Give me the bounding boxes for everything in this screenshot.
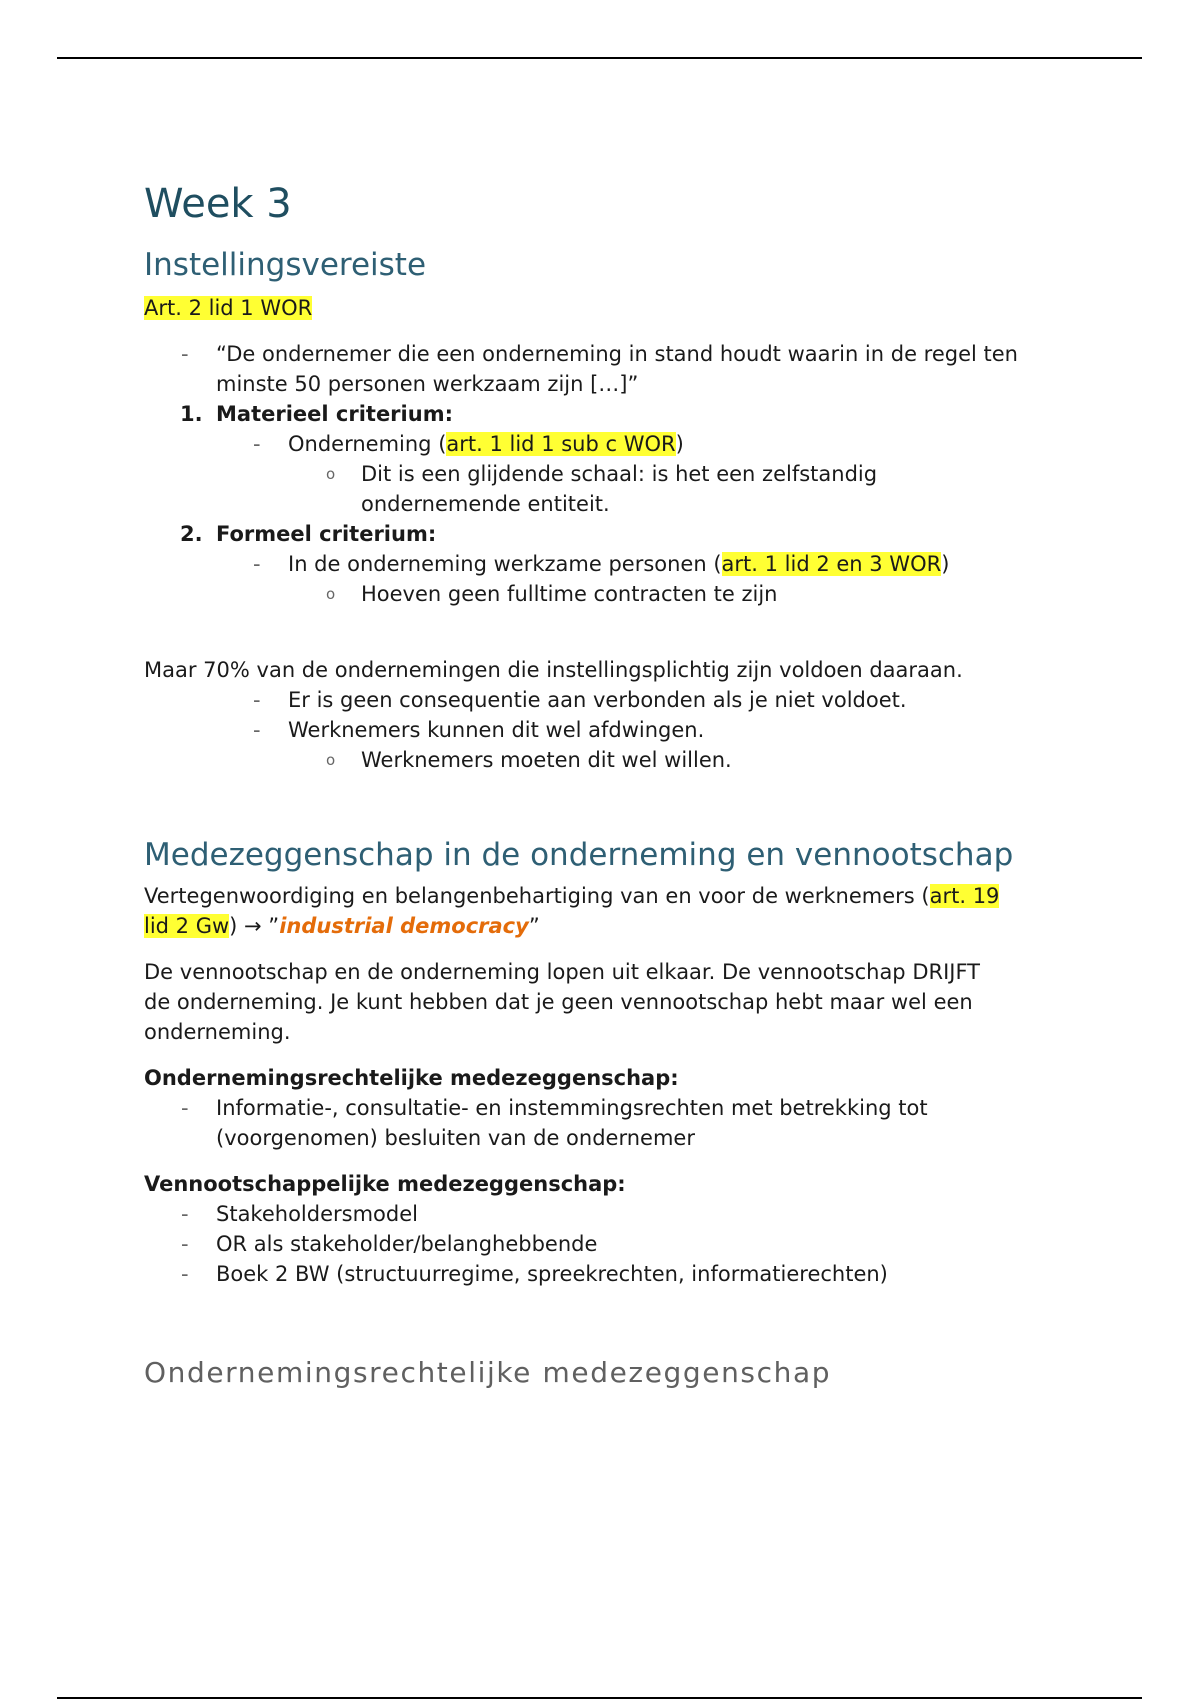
footer-rule (57, 1697, 1142, 1699)
dash-bullet: - (181, 342, 189, 366)
heading-medezeggenschap: Medezeggenschap in de onderneming en vennootschap (144, 837, 1014, 873)
list-item: - Er is geen consequentie aan verbonden als je niet voldoet. (144, 685, 1064, 715)
heading-instellingsvereiste: Instellingsvereiste (144, 247, 427, 283)
list-item: - In de onderneming werkzame personen (art. 1 lid 2 en 3 WOR) (144, 549, 1064, 579)
dash-bullet: - (181, 1232, 189, 1256)
article-reference: Art. 2 lid 1 WOR (144, 296, 313, 320)
circle-bullet: o (326, 585, 336, 603)
criterion-1: 1. Materieel criterium: (180, 402, 453, 426)
quote-text: “De ondernemer die een onderneming in stand houdt waarin in de regel ten minste 50 personen werkzaam zijn […]” (216, 342, 1018, 396)
dash-bullet: - (253, 552, 261, 576)
list-item: - Boek 2 BW (structuurregime, spreekrechten, informatierechten) (144, 1259, 1064, 1289)
dash-bullet: - (181, 1262, 189, 1286)
dash-bullet: - (253, 718, 261, 742)
criterion-2: 2. Formeel criterium: (180, 522, 437, 546)
list-item: - OR als stakeholder/belanghebbende (144, 1229, 1064, 1259)
dash-bullet: - (181, 1096, 189, 1120)
dash-bullet: - (181, 1202, 189, 1226)
list-item (144, 339, 1064, 399)
list-item: - Stakeholdersmodel (144, 1199, 1064, 1229)
circle-bullet: o (326, 751, 336, 769)
document-body (144, 175, 1064, 1393)
header-rule (57, 57, 1142, 59)
list-item: - Onderneming (art. 1 lid 1 sub c WOR) (144, 429, 1064, 459)
list-item: - Werknemers kunnen dit wel afdwingen. (144, 715, 1064, 745)
list-item: o Werknemers moeten dit wel willen. (144, 745, 1064, 775)
dash-bullet: - (253, 688, 261, 712)
list-item: - Informatie-, consultatie- en instemmingsrechten met betrekking tot (voorgenomen) besluiten van de ondernemer (144, 1093, 1064, 1153)
page-title: Week 3 (144, 181, 292, 227)
paragraph: De vennootschap en de onderneming lopen uit elkaar. De vennootschap DRIJFT de onderneming. Je kunt hebben dat je geen vennootschap hebt maar wel een onderneming. (144, 960, 981, 1044)
subheading: Ondernemingsrechtelijke medezeggenschap: (144, 1066, 679, 1090)
list-item: o Hoeven geen fulltime contracten te zijn (144, 579, 1064, 609)
paragraph: Maar 70% van de ondernemingen die instellingsplichtig zijn voldoen daaraan. (144, 658, 963, 682)
heading-ondernemingsrechtelijke: Ondernemingsrechtelijke medezeggenschap (144, 1356, 832, 1389)
paragraph: Vertegenwoordiging en belangenbehartiging van en voor de werknemers (art. 19 lid 2 Gw) → ”industrial democracy” (144, 884, 1000, 938)
circle-bullet: o (326, 465, 336, 483)
list-item: o Dit is een glijdende schaal: is het een zelfstandig ondernemende entiteit. (144, 459, 1064, 519)
dash-bullet: - (253, 432, 261, 456)
subheading: Vennootschappelijke medezeggenschap: (144, 1172, 626, 1196)
